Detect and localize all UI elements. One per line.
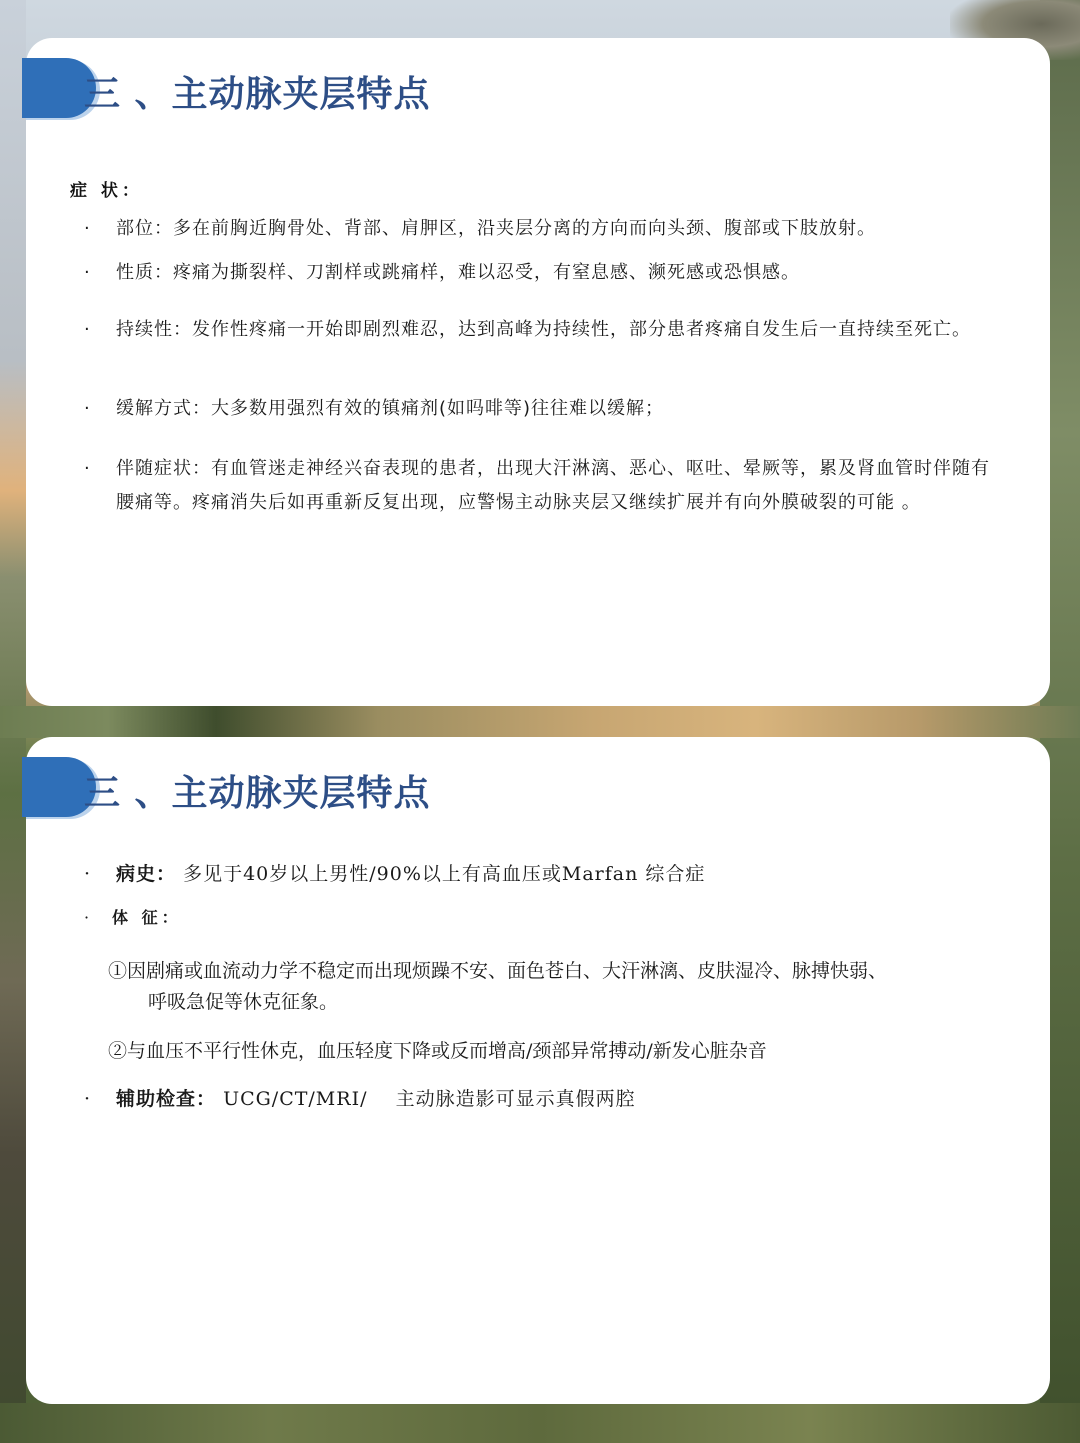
sign-item-1 — [108, 956, 988, 1018]
bullet: · — [84, 319, 91, 340]
exam-line — [78, 1082, 998, 1116]
sign-item-1-line1: ①因剧痛或血流动力学不稳定而出现烦躁不安、面色苍白、大汗淋漓、皮肤湿冷、脉搏快弱、 — [108, 960, 888, 982]
sign-item-1-line2: 呼吸急促等休克征象。 — [148, 991, 339, 1013]
background-mid-landscape — [0, 706, 1080, 738]
list-item — [78, 313, 998, 347]
exam-item — [78, 1082, 998, 1116]
signs-item — [78, 901, 998, 935]
list-item — [78, 452, 998, 520]
slide-title: 三 、主动脉夹层特点 — [84, 73, 431, 115]
bullet: · — [84, 1088, 92, 1110]
bullet: · — [84, 398, 91, 419]
list-item-text: 持续性：发作性疼痛一开始即剧烈难忍，达到高峰为持续性，部分患者疼痛自发生后一直持续至死亡。 — [116, 319, 971, 340]
list-item — [78, 256, 998, 290]
sign-item-2 — [108, 1036, 988, 1067]
history-text: 多见于40岁以上男性/90%以上有高血压或Marfan 综合症 — [183, 863, 706, 885]
section-heading-symptoms: 症 状： — [70, 181, 143, 201]
history-label: 病史： — [116, 863, 177, 885]
bullet: · — [84, 908, 91, 927]
bullet: · — [84, 863, 92, 885]
slide-card-1 — [26, 38, 1050, 706]
bullet: · — [84, 262, 91, 283]
history-line — [78, 857, 998, 891]
bullet: · — [84, 218, 91, 239]
history-item — [78, 857, 998, 891]
list-item — [78, 212, 998, 246]
sign-item-2-line1: ②与血压不平行性休克，血压轻度下降或反而增高/颈部异常搏动/新发心脏杂音 — [108, 1040, 767, 1062]
list-item-text: 伴随症状：有血管迷走神经兴奋表现的患者，出现大汗淋漓、恶心、呕吐、晕厥等，累及肾血管时伴随有腰痛等。疼痛消失后如再重新反复出现，应警惕主动脉夹层又继续扩展并有向外膜破裂的可能 。 — [116, 458, 990, 513]
exam-text: UCG/CT/MRI/ 主动脉造影可显示真假两腔 — [223, 1088, 636, 1110]
slide-card-2 — [26, 737, 1050, 1404]
exam-label: 辅助检查： — [116, 1088, 217, 1110]
list-item-text: 缓解方式：大多数用强烈有效的镇痛剂(如吗啡等)往往难以缓解； — [116, 398, 665, 419]
list-item-text: 部位：多在前胸近胸骨处、背部、肩胛区，沿夹层分离的方向而向头颈、腹部或下肢放射。 — [116, 218, 876, 239]
list-item — [78, 392, 998, 426]
list-item-text: 性质：疼痛为撕裂样、刀割样或跳痛样，难以忍受，有窒息感、濒死感或恐惧感。 — [116, 262, 800, 283]
background-bottom-landscape — [0, 1403, 1080, 1443]
bullet: · — [84, 458, 91, 479]
signs-label: 体 征： — [112, 908, 182, 927]
slide-title: 三 、主动脉夹层特点 — [84, 772, 431, 814]
